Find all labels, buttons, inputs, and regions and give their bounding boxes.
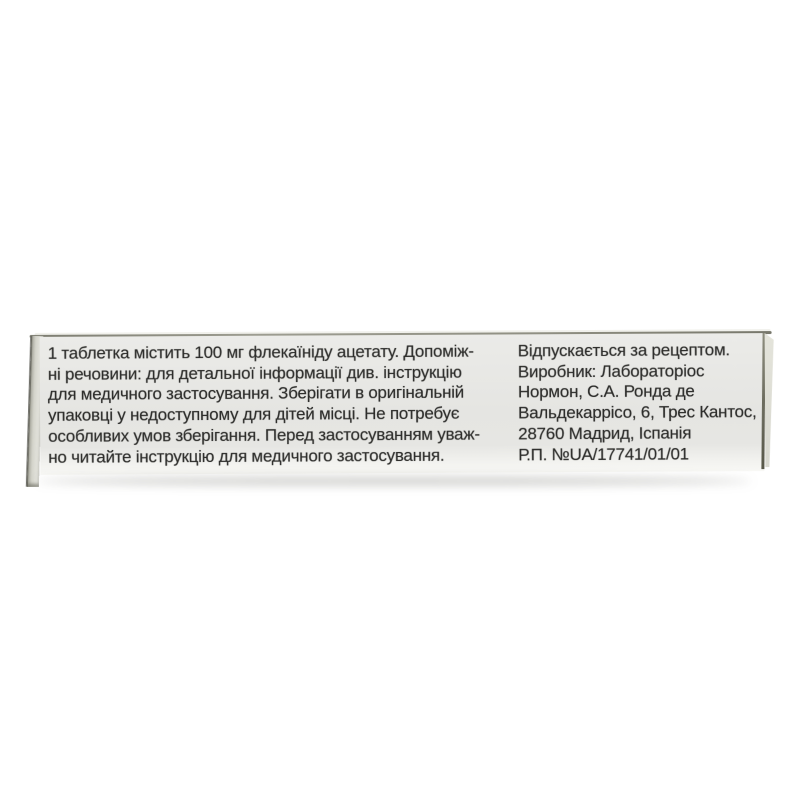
box-front-panel [40, 333, 765, 475]
text-line: Нормон, С.А. Ронда де [517, 381, 695, 402]
text-line: 28760 Мадрид, Іспанія [518, 423, 692, 444]
box-drop-shadow [36, 477, 752, 485]
box-right-end-flap [765, 333, 775, 467]
text-line: 1 таблетка містить 100 мг флекаїніду ацетату. Допоміж- [47, 341, 474, 363]
text-line: ні речовини: для детальної інформації див. інструкцію [47, 362, 462, 384]
prescription-manufacturer-text-column [518, 340, 757, 465]
text-line: Виробник: Лабораторіос [517, 361, 705, 382]
text-line: Відпускається за рецептом. [517, 340, 730, 361]
text-line: для медичного застосування. Зберігати в оригінальній [47, 383, 465, 405]
text-line: Вальдекаррісо, 6, Трес Кантос, [517, 402, 757, 423]
text-line: Р.П. №UA/17741/01/01 [518, 444, 689, 464]
text-line: но читайте інструкцію для медичного застосування. [48, 445, 445, 467]
text-line: упаковці у недоступному для дітей місці. Не потребує [48, 403, 460, 425]
medicine-box [27, 329, 775, 479]
composition-storage-text-column [48, 342, 480, 468]
text-line: особливих умов зберігання. Перед застосуванням уваж- [48, 424, 480, 446]
